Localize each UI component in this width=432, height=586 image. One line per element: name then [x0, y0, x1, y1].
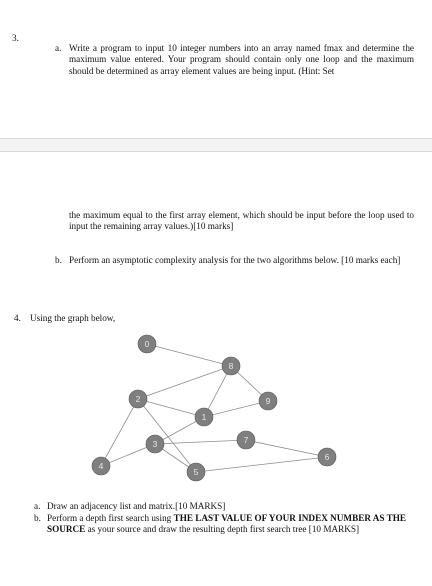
q4b-text-pre: Perform a depth first search using: [47, 513, 174, 523]
graph-edge-3-7: [155, 440, 246, 444]
q4a-text: Draw an adjacency list and matrix.[10 MARKS]: [47, 501, 226, 511]
q4b-text: [47, 513, 417, 536]
graph-edge-2-4: [101, 399, 138, 466]
question-3-number: 3.: [12, 33, 19, 43]
graph-edge-7-6: [246, 440, 327, 457]
q4b-text-bold: THE LAST VALUE OF YOUR INDEX NUMBER AS THE SOURCE: [47, 513, 407, 535]
graph-node-3: [146, 435, 164, 453]
q3b-text: Perform an asymptotic complexity analysis for the two algorithms below. [10 marks each]: [69, 255, 401, 265]
graph-node-7: [237, 431, 255, 449]
q4a-marker: a.: [34, 501, 41, 511]
graph-node-label: 2: [135, 394, 141, 404]
graph-node-label: 6: [324, 452, 330, 462]
question-4-number: 4.: [14, 313, 21, 323]
graph-node-label: 4: [98, 461, 104, 471]
graph-edge-2-1: [138, 399, 204, 417]
graph-node-label: 0: [144, 339, 150, 349]
q3a-text-part1: Write a program to input 10 integer numbers into an array named fmax and determine the maximum value entered. Your program should contain only one loop and the maximum should be determined as array element values are being input. (Hint: Set: [69, 43, 414, 76]
graph-nodes: [92, 335, 336, 481]
graph-node-2: [129, 390, 147, 408]
graph-node-label: 3: [152, 439, 158, 449]
graph-node-1: [195, 408, 213, 426]
graph-node-label: 1: [201, 412, 207, 422]
graph-node-4: [92, 457, 110, 475]
graph-edge-6-5: [196, 457, 327, 472]
q4b-text-post: as your source and draw the resulting depth first search tree [10 MARKS]: [85, 524, 360, 535]
q4b-marker: b.: [34, 513, 41, 523]
graph-node-0: [138, 335, 156, 353]
q3a-text-part2: the maximum equal to the first array element, which should be input before the loop used to input the remaining array values.)[10 marks]: [69, 210, 414, 232]
graph-edge-2-5: [138, 399, 196, 472]
graph-node-5: [187, 463, 205, 481]
graph-node-label: 8: [228, 361, 234, 371]
graph-edge-8-2: [138, 366, 231, 399]
q3b-marker: b.: [55, 255, 62, 265]
graph-edge-0-8: [147, 344, 231, 366]
question-4-title: Using the graph below,: [30, 313, 116, 323]
graph-node-label: 5: [193, 467, 199, 477]
q3a-marker: a.: [55, 43, 62, 53]
graph-node-label: 7: [243, 435, 249, 445]
graph-node-8: [222, 357, 240, 375]
graph-edge-1-9: [204, 401, 268, 417]
graph-node-6: [318, 448, 336, 466]
graph-node-label: 9: [265, 396, 271, 406]
graph-node-9: [259, 392, 277, 410]
graph-edges: [98, 344, 327, 472]
